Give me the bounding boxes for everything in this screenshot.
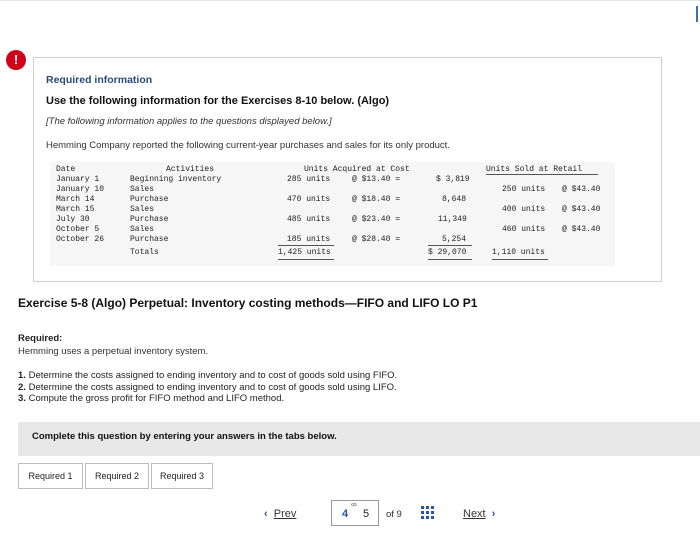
- cost-total-double-underline: [428, 259, 472, 260]
- row-acq-units: 285 units: [287, 175, 331, 184]
- col-header-date: Date: [56, 165, 76, 174]
- row-activity: Beginning inventory: [130, 175, 222, 184]
- instruction-text: Determine the costs assigned to ending inventory and to cost of goods sold using FIFO.: [28, 370, 398, 381]
- row-activity: Purchase: [130, 235, 169, 244]
- row-acq-units: 185 units: [287, 235, 331, 244]
- row-acq-cost: @ $23.40 =: [352, 215, 401, 224]
- current-page[interactable]: 4: [342, 508, 349, 520]
- prev-label: Prev: [273, 508, 297, 520]
- row-date: March 14: [56, 195, 95, 204]
- row-sold-units: 400 units: [502, 205, 546, 214]
- alert-icon: !: [6, 50, 26, 70]
- row-date: July 30: [56, 215, 90, 224]
- row-date: October 5: [56, 225, 100, 234]
- instruction-item: [18, 393, 397, 405]
- units-total-underline: [278, 245, 334, 246]
- exercise-title: Exercise 5-8 (Algo) Perpetual: Inventory costing methods—FIFO and LIFO LO P1: [18, 296, 478, 310]
- next-button[interactable]: [463, 508, 495, 520]
- instruction-number: 2.: [18, 381, 26, 393]
- required-text: Hemming uses a perpetual inventory system.: [18, 346, 209, 357]
- row-activity: Sales: [130, 205, 155, 214]
- row-activity: Purchase: [130, 195, 169, 204]
- col-header-activities: Activities: [166, 165, 215, 174]
- totals-acq-total: $ 29,070: [428, 248, 467, 257]
- row-acq-cost: @ $28.40 =: [352, 235, 401, 244]
- instruction-item: [18, 370, 397, 382]
- row-activity: Sales: [130, 185, 155, 194]
- units-total-double-underline: [278, 259, 334, 260]
- instruction-list: [18, 370, 397, 405]
- prev-button[interactable]: [264, 508, 296, 520]
- tab-required-3[interactable]: Required 3: [151, 463, 213, 489]
- tab-required-1[interactable]: Required 1: [18, 463, 83, 489]
- row-acq-total: 5,254: [442, 235, 467, 244]
- row-date: October 26: [56, 235, 105, 244]
- instruction-number: 3.: [18, 393, 26, 404]
- row-acq-total: 8,648: [442, 195, 467, 204]
- row-date: January 1: [56, 175, 100, 184]
- exercises-intro: Use the following information for the Exercises 8-10 below. (Algo): [46, 95, 390, 107]
- instruction-number: 1.: [18, 370, 26, 381]
- required-heading: Required:: [18, 333, 63, 344]
- row-sold-units: 460 units: [502, 225, 546, 234]
- tab-required-2[interactable]: Required 2: [85, 463, 149, 489]
- link-icon: ∞: [351, 500, 357, 509]
- chevron-right-icon: ›: [491, 508, 496, 520]
- row-acq-cost: @ $13.40 =: [352, 175, 401, 184]
- row-activity: Purchase: [130, 215, 169, 224]
- grid-icon[interactable]: [421, 506, 434, 519]
- row-acq-cost: @ $18.40 =: [352, 195, 401, 204]
- totals-label: Totals: [130, 248, 159, 257]
- next-page-number[interactable]: 5: [363, 508, 370, 520]
- instructions-banner-text: Complete this question by entering your answers in the tabs below.: [32, 431, 337, 442]
- inventory-table: [50, 162, 615, 266]
- scroll-indicator: [696, 6, 698, 22]
- required-information-heading: Required information: [46, 74, 153, 86]
- sold-total-underline: [492, 259, 548, 260]
- totals-acq-units: 1,425 units: [278, 248, 331, 257]
- instruction-item: [18, 382, 397, 394]
- row-sold-price: @ $43.40: [562, 225, 601, 234]
- row-sold-price: @ $43.40: [562, 205, 601, 214]
- row-activity: Sales: [130, 225, 155, 234]
- next-label: Next: [463, 508, 486, 520]
- row-acq-units: 470 units: [287, 195, 331, 204]
- row-acq-units: 485 units: [287, 215, 331, 224]
- row-acq-total: 11,349: [438, 215, 467, 224]
- col-header-units-acquired: Units Acquired at Cost: [304, 165, 410, 174]
- totals-sold-units: 1,110 units: [492, 248, 545, 257]
- instruction-text: Determine the costs assigned to ending inventory and to cost of goods sold using LIFO.: [28, 381, 397, 393]
- top-divider: [0, 0, 700, 1]
- chevron-left-icon: ‹: [264, 508, 268, 520]
- sold-header-underline: [486, 174, 598, 175]
- row-date: March 15: [56, 205, 95, 214]
- row-date: January 10: [56, 185, 105, 194]
- instruction-text: Compute the gross profit for FIFO method and LIFO method.: [28, 393, 285, 404]
- col-header-units-sold: Units Sold at Retail: [486, 165, 583, 174]
- row-acq-total: $ 3,819: [436, 175, 470, 184]
- row-sold-price: @ $43.40: [562, 185, 601, 194]
- applies-note: [The following information applies to the questions displayed below.]: [46, 116, 332, 127]
- company-statement: Hemming Company reported the following current-year purchases and sales for its only product.: [46, 140, 450, 151]
- cost-total-underline: [428, 245, 472, 246]
- row-sold-units: 250 units: [502, 185, 546, 194]
- page-count: of 9: [386, 509, 402, 520]
